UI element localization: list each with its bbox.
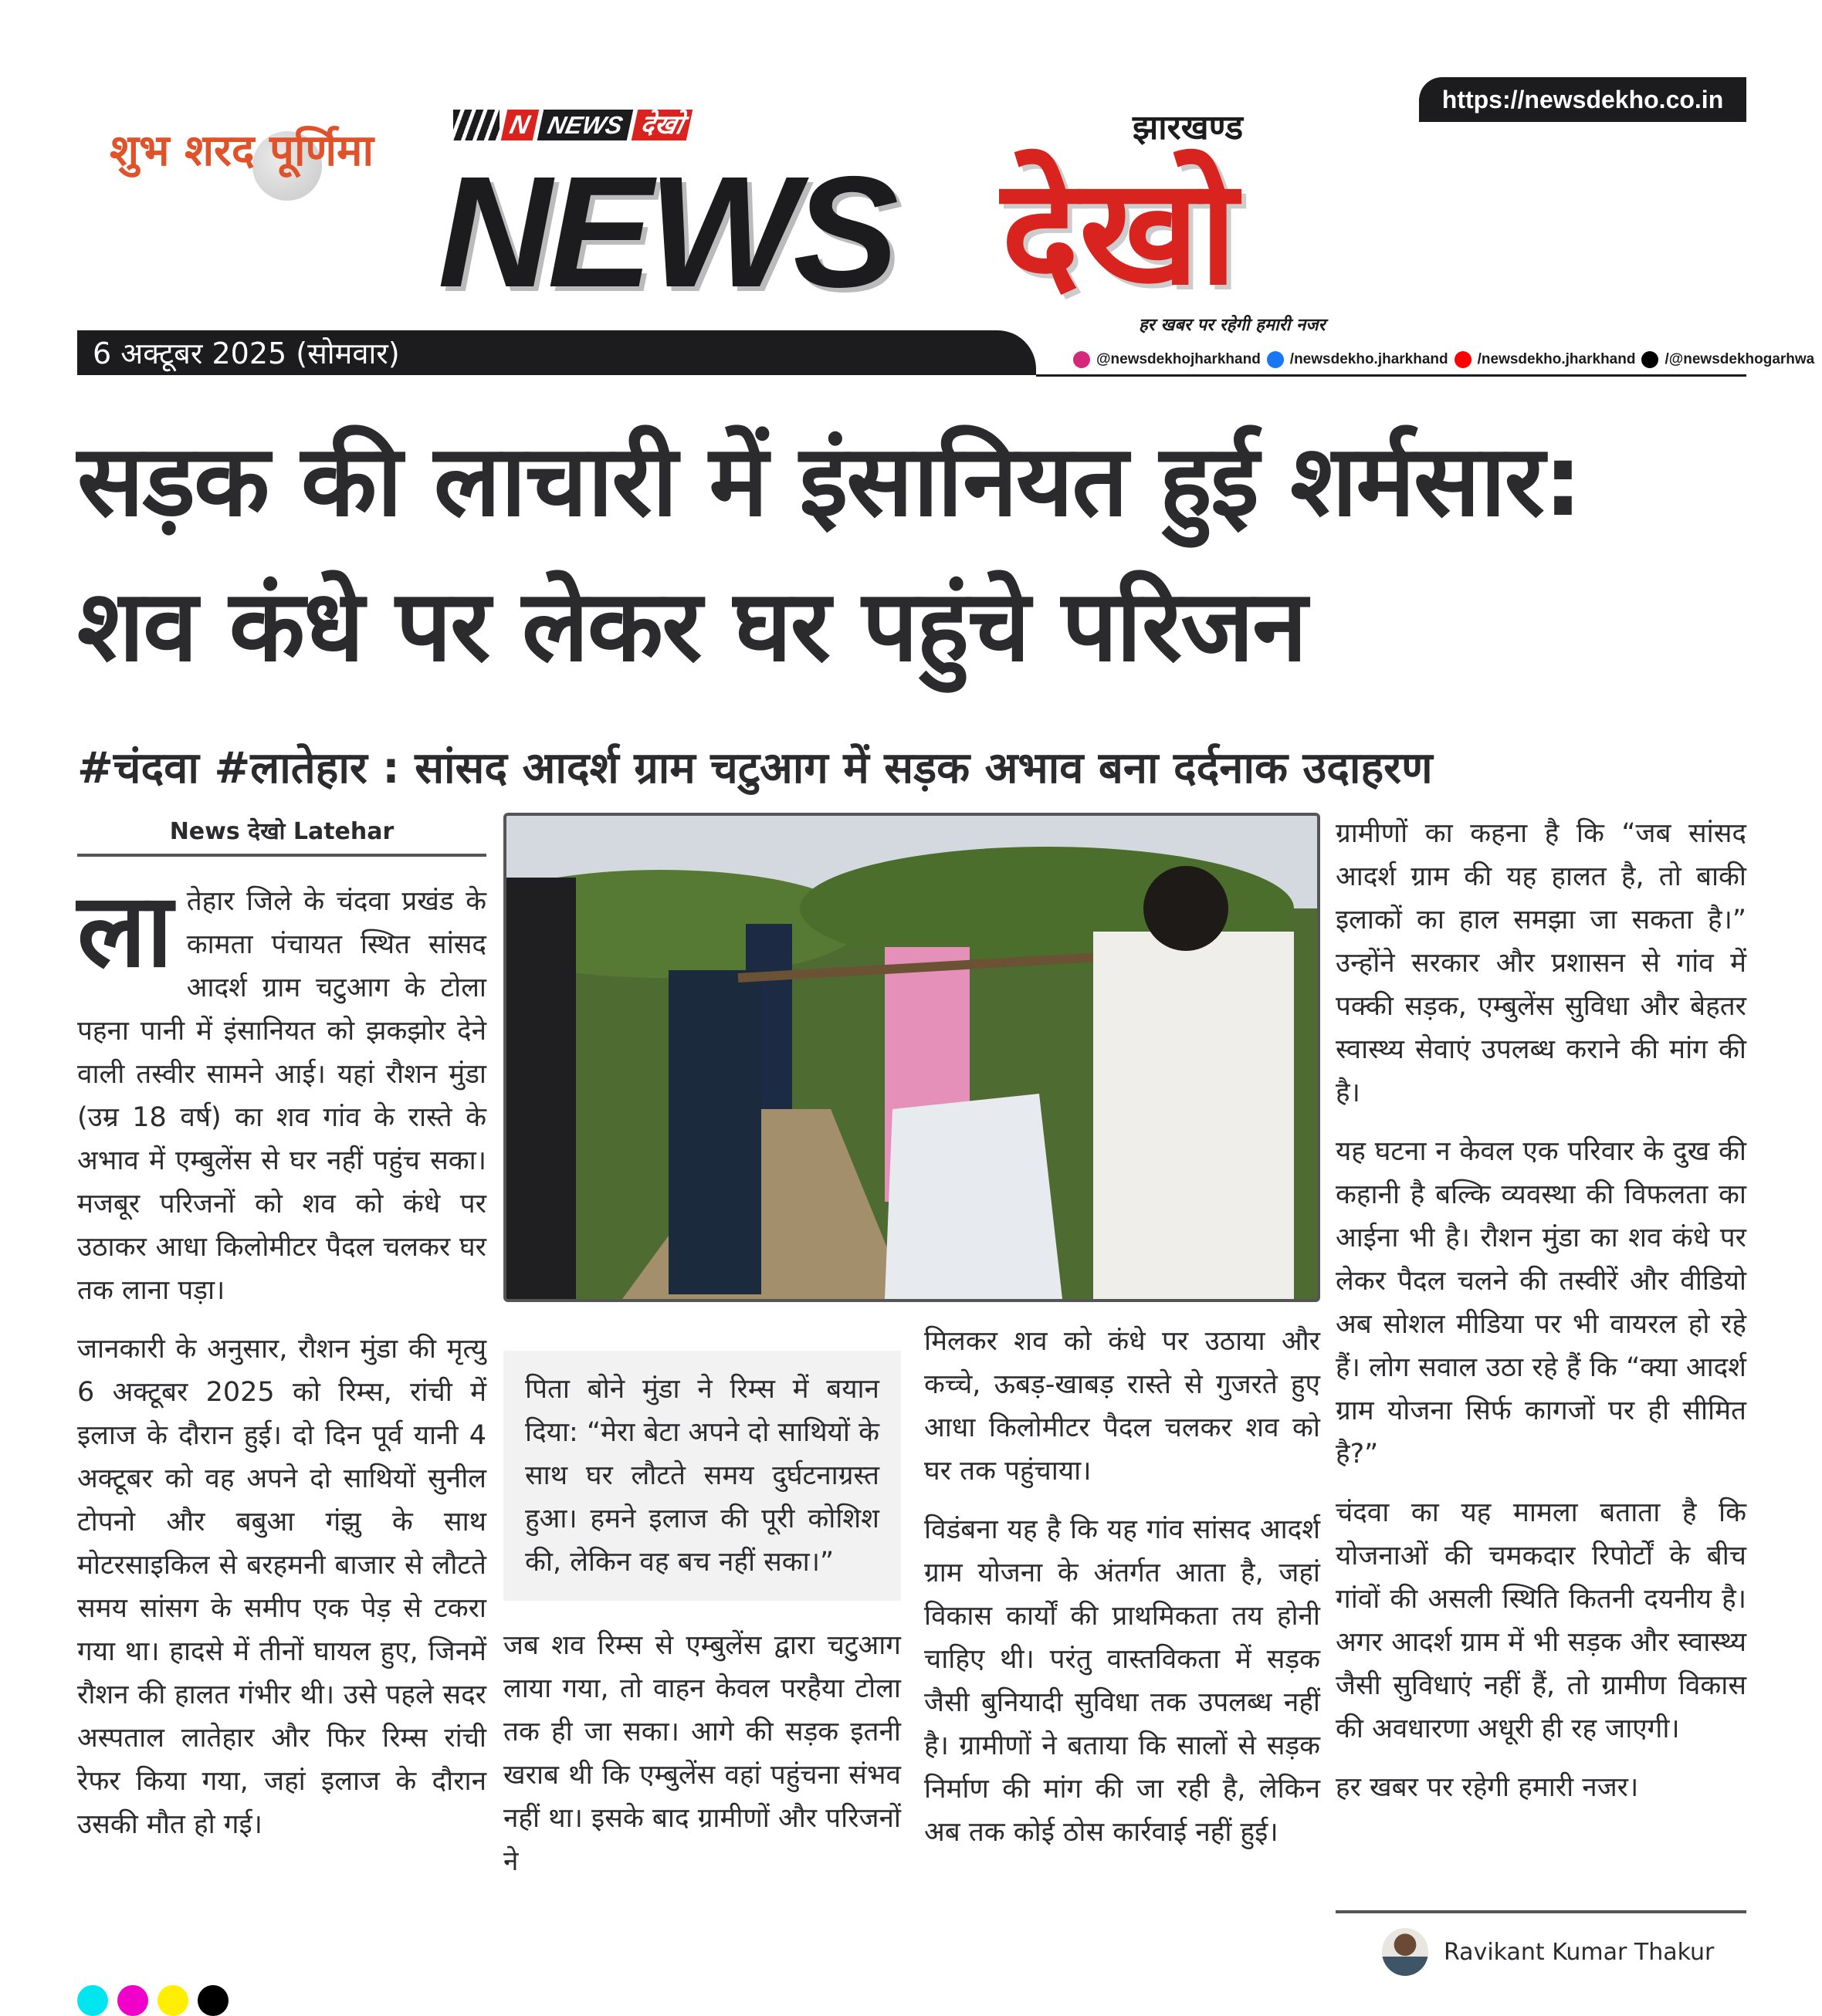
paragraph: विडंबना यह है कि यह गांव सांसद आदर्श ग्राम योजना के अंतर्गत आता है, जहां विकास कार्यों की प्राथमिकता तय होनी चाहिए थी। परंतु वास्तविकता में सड़क जैसी बुनियादी सुविधा तक उपलब्ध नहीं है। ग्रामीणों ने बताया कि सालों से सड़क निर्माण की मांग की जा रही है, लेकिन अब तक कोई ठोस कार्रवाई नहीं हुई। (924, 1514, 1320, 1848)
youtube-icon (1455, 351, 1471, 368)
paragraph: जानकारी के अनुसार, रौशन मुंडा की मृत्यु 6 अक्टूबर 2025 को रिम्स, रांची में इलाज के दौरान हुई। दो दिन पूर्व यानी 4 अक्टूबर को वह अपने दो साथियों सुनील टोपनो और बबुआ गंझु के साथ मोटरसाइकिल से बरहमनी बाजार से लौटते समय सांसग के समीप एक पेड़ से टकरा गया था। हादसे में तीनों घायल हुए, जिनमें रौशन की हालत गंभीर थी। उसे पहले सदर अस्पताल लातेहार और फिर रिम्स रांची रेफर किया गया, जहां इलाज के दौरान उसकी मौत हो गई। (77, 1334, 486, 1840)
logo-n-mark: N (501, 110, 539, 140)
social-links (1073, 351, 1814, 368)
publication-date: 6 अक्टूबर 2025 (सोमवार) (93, 337, 400, 370)
author-avatar (1382, 1928, 1428, 1976)
article-photo (503, 813, 1320, 1302)
paragraph: यह घटना न केवल एक परिवार के दुख की कहानी है बल्कि व्यवस्था की विफलता का आईना भी है। रौशन मुंडा का शव कंधे पर लेकर पैदल चलने की तस्वीरें और वीडियो अब सोशल मीडिया पर भी वायरल हो रहे हैं। लोग सवाल उठा रहे हैं कि “क्या आदर्श ग्राम योजना सिर्फ कागजों पर ही सीमित है?” (1336, 1136, 1746, 1470)
logo-small-badge (453, 108, 689, 142)
logo-stripes-icon (453, 110, 500, 140)
magenta-print-mark (117, 1985, 148, 2016)
column-2 (503, 1351, 901, 1899)
paragraph: हर खबर पर रहेगी हमारी नजर। (1336, 1772, 1639, 1803)
photo-illustration (506, 816, 1317, 1299)
headline (77, 409, 1760, 699)
paragraph: मिलकर शव को कंधे पर उठाया और कच्चे, ऊबड़-खाबड़ रास्ते से गुजरते हुए आधा किलोमीटर पैदल चलकर शव को घर तक पहुंचाया। (924, 1326, 1320, 1487)
logo-state-text: झारखण्ड (1133, 108, 1244, 147)
instagram-icon (1073, 351, 1090, 368)
byline-divider (77, 854, 486, 857)
byline: News देखो Latehar (169, 818, 395, 845)
logo-news-text: NEWS (438, 144, 894, 320)
column-4 (1336, 812, 1746, 1825)
x-icon (1641, 351, 1658, 368)
quote-text: पिता बोने मुंडा ने रिम्स में बयान दिया: “मेरा बेटा अपने दो साथियों के साथ घर लौटते समय दुर्घटनाग्रस्त हुआ। हमने इलाज की पूरी कोशिश की, लेकिन वह बच नहीं सका।” (525, 1374, 879, 1578)
logo-dekho-text: देखो (1001, 147, 1238, 317)
column-3 (924, 1320, 1320, 1869)
website-url[interactable]: https://newsdekho.co.in (1419, 77, 1746, 122)
newsdekho-logo (438, 108, 1387, 340)
author-credit (1382, 1928, 1714, 1976)
pull-quote (503, 1351, 901, 1601)
facebook-icon (1267, 351, 1284, 368)
social-x[interactable]: /@newsdekhogarhwa (1665, 351, 1815, 367)
logo-tagline: हर खबर पर रहेगी हमारी नजर (1139, 316, 1326, 335)
black-print-mark (198, 1985, 229, 2016)
paragraph: तेहार जिले के चंदवा प्रखंड के कामता पंचायत स्थित सांसद आदर्श ग्राम चटुआग के टोला पहना पानी में इंसानियत को झकझोर देने वाली तस्वीर सामने आई। यहां रौशन मुंडा (उम्र 18 वर्ष) का शव गांव के रास्ते के अभाव में एम्बुलेंस से घर नहीं पहुंच सका। मजबूर परिजनों को शव को कंधे पर उठाकर आधा किलोमीटर पैदल चलकर घर तक लाना पड़ा। (77, 886, 486, 1306)
masthead-divider (1036, 374, 1746, 377)
social-instagram[interactable]: @newsdekhojharkhand (1096, 351, 1261, 367)
logo-small-news: NEWS (537, 110, 633, 140)
drop-cap: ला (77, 871, 173, 990)
subheadline: #चंदवा #लातेहार : सांसद आदर्श ग्राम चटुआग में सड़क अभाव बना दर्दनाक उदाहरण (77, 743, 1433, 793)
article-end-divider (1336, 1910, 1746, 1913)
paragraph: चंदवा का यह मामला बताता है कि योजनाओं की चमकदार रिपोर्टों के बीच गांवों की असली स्थिति कितनी दयनीय है। अगर आदर्श ग्राम में भी सड़क और स्वास्थ्य जैसी सुविधाएं नहीं हैं, तो ग्रामीण विकास की अवधारणा अधूरी ही रह जाएगी। (1336, 1497, 1746, 1744)
festival-greeting-text: शुभ शरद पूर्णिमा (110, 125, 374, 176)
paragraph: जब शव रिम्स से एम्बुलेंस द्वारा चटुआग लाया गया, तो वाहन केवल परहैया टोला तक ही जा सका। आगे की सड़क इतनी खराब थी कि एम्बुलेंस वहां पहुंचना संभव नहीं था। इसके बाद ग्रामीणों और परिजनों ने (503, 1630, 901, 1877)
social-facebook[interactable]: /newsdekho.jharkhand (1289, 351, 1448, 367)
logo-small-dekho: देखो (631, 110, 692, 140)
column-1 (77, 871, 486, 1862)
festival-greeting-logo (110, 116, 403, 316)
headline-line-2: शव कंधे पर लेकर घर पहुंचे परिजन (77, 569, 1306, 684)
paragraph: ग्रामीणों का कहना है कि “जब सांसद आदर्श ग्राम की यह हालत है, तो बाकी इलाकों का हाल समझा जा सकता है।” उन्होंने सरकार और प्रशासन से गांव में पक्की सड़क, एम्बुलेंस सुविधा और बेहतर स्वास्थ्य सेवाएं उपलब्ध कराने की मांग की है। (1336, 818, 1746, 1108)
social-youtube[interactable]: /newsdekho.jharkhand (1477, 351, 1636, 367)
yellow-print-mark (157, 1985, 188, 2016)
headline-line-1: सड़क की लाचारी में इंसानियत हुई शर्मसार: (77, 424, 1582, 539)
author-name: Ravikant Kumar Thakur (1444, 1938, 1715, 1966)
date-bar (77, 330, 1036, 375)
cyan-print-mark (77, 1985, 108, 2016)
